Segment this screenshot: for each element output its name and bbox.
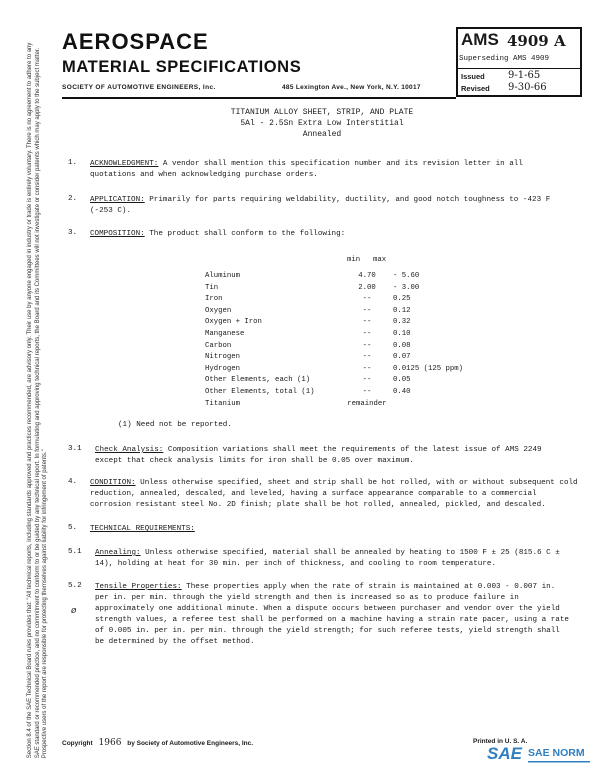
composition-row xyxy=(205,364,473,376)
composition-row xyxy=(205,283,473,295)
section-1-acknowledgment xyxy=(90,159,560,181)
section-5-1-number: 5.1 xyxy=(68,548,82,556)
min-value: -- xyxy=(362,306,372,315)
header-rule xyxy=(62,97,456,99)
min-value: -- xyxy=(362,341,372,350)
min-value: -- xyxy=(362,295,372,304)
header-aerospace: AEROSPACE xyxy=(62,29,209,54)
section-3-text: The product shall conform to the following: xyxy=(149,230,346,238)
sae-norm-logo xyxy=(487,740,592,770)
element-name: Nitrogen xyxy=(205,353,241,362)
min-value: -- xyxy=(362,364,372,373)
max-value: 0.08 xyxy=(393,341,411,350)
max-value: 0.0125 (125 ppm) xyxy=(393,364,464,373)
min-value: -- xyxy=(362,387,372,396)
element-name: Oxygen + Iron xyxy=(205,318,262,327)
section-4-text: Unless otherwise specified, sheet and strip shall be hot rolled, with or without subsequent cold reduction, annealed, descaled, and leveled, having a surface appearance comparable to a commercial corrosion resistant steel No. 2D finish; plate shall be hot rolled, annealed, pickled, and descaled. xyxy=(90,479,578,509)
composition-row xyxy=(205,329,473,341)
max-value: 0.10 xyxy=(393,329,411,338)
revised-label: Revised xyxy=(461,84,490,93)
composition-row xyxy=(205,387,473,399)
copyright-notice xyxy=(62,738,253,748)
section-5-2-text: These properties apply when the rate of strain is maintained at 0.003 - 0.007 in. per in. per min. through the yield strength and then is increased so as to produce failure in approximately one additional minute. When a dispute occurs between purchaser and vendor over the yield strength values, a referee test shall be performed on a machine having a strain rate pacer, using a rate of 0.005 in. per in. per min. through the yield strength; for such referee tests, yield strength shall be determined by the offset method. xyxy=(95,583,569,646)
composition-row xyxy=(205,352,473,364)
min-value: 4.70 xyxy=(358,272,376,280)
patent-disclaimer-note: Section 8.4 of the SAE Technical Board rules provides that: "All technical reports, including standards approved and practices recommended, are advisory only. Their use by anyone engaged in industry or trade is entirely voluntary. There is no agreement to adhere to any SAE standard or recommended practice, and no commitment to conform to or be guided by any technical report. In formulating and approving technical reports, the Board and its Committees will not investigate or consider patents which may apply to the subject matter. Prospective users of the report are responsible for protecting themselves against liability for infringement of patents." xyxy=(26,42,48,759)
section-5-1-heading: Annealing: xyxy=(95,549,141,557)
composition-row xyxy=(205,271,473,283)
section-5-2-tensile-properties xyxy=(95,582,571,648)
printed-in-usa: Printed in U. S. A. xyxy=(473,738,528,745)
copyright-label: Copyright xyxy=(62,740,93,747)
section-4-heading: CONDITION: xyxy=(90,479,136,487)
column-min-header: min xyxy=(347,256,361,264)
max-value: 0.32 xyxy=(393,318,411,327)
composition-table xyxy=(205,271,473,410)
section-3-1-check-analysis xyxy=(95,445,565,467)
title-line-1: TITANIUM ALLOY SHEET, STRIP, AND PLATE xyxy=(230,108,414,117)
min-value: -- xyxy=(362,353,372,362)
issued-label: Issued xyxy=(461,72,485,81)
element-name: Oxygen xyxy=(205,306,232,315)
composition-row xyxy=(205,306,473,318)
section-5-number: 5. xyxy=(68,524,78,532)
element-name: Manganese xyxy=(205,329,245,338)
section-3-1-text: Composition variations shall meet the requirements of the latest issue of AMS 2249 except that check analysis limits for iron shall be 0.05 over maximum. xyxy=(95,446,542,465)
sae-norm-text: SAE NORM xyxy=(528,747,585,759)
composition-row xyxy=(205,399,473,411)
composition-row xyxy=(205,341,473,353)
copyright-owner: by Society of Automotive Engineers, Inc. xyxy=(127,740,254,747)
composition-footnote: (1) Need not be reported. xyxy=(118,421,232,429)
superseding-note: Superseding AMS 4909 xyxy=(459,55,550,63)
header-material-specifications: MATERIAL SPECIFICATIONS xyxy=(62,58,302,76)
title-line-2: 5Al - 2.5Sn Extra Low Interstitial xyxy=(240,119,404,128)
min-value: 2.00 xyxy=(358,283,376,292)
composition-row xyxy=(205,375,473,387)
element-name: Hydrogen xyxy=(205,364,241,373)
composition-row xyxy=(205,317,473,329)
min-value: -- xyxy=(362,329,372,338)
max-value: 0.07 xyxy=(393,353,411,362)
section-3-composition xyxy=(90,229,570,240)
min-value: -- xyxy=(362,376,372,385)
max-value: - 5.60 xyxy=(393,272,420,280)
section-5-1-text: Unless otherwise specified, material shall be annealed by heating to 1500 F ± 25 (815.6 C ± 14), holding at heat for 30 min. per inch of thickness, and cooling to room temperature. xyxy=(95,549,560,568)
section-2-heading: APPLICATION: xyxy=(90,196,145,204)
section-4-number: 4. xyxy=(68,478,78,486)
element-name: Iron xyxy=(205,295,223,304)
ams-label: AMS xyxy=(461,30,499,49)
issued-date: 9-1-65 xyxy=(508,70,541,81)
max-value: 0.40 xyxy=(393,387,411,396)
min-value: -- xyxy=(362,318,372,327)
section-2-text: Primarily for parts requiring weldability, ductility, and good notch toughness to -423 F (-253 C). xyxy=(90,196,551,215)
title-line-3: Annealed xyxy=(302,130,342,139)
section-5-1-annealing xyxy=(95,548,565,570)
element-name: Aluminum xyxy=(205,272,241,280)
section-1-text: A vendor shall mention this specification number and its revision letter in all quotations and when acknowledging purchase orders. xyxy=(90,160,523,179)
section-5-2-heading: Tensile Properties: xyxy=(95,583,182,591)
sae-logo-mark: SAE xyxy=(487,744,522,763)
column-max-header: max xyxy=(373,256,387,264)
max-value xyxy=(393,399,473,411)
composition-row xyxy=(205,294,473,306)
section-4-condition xyxy=(90,478,578,511)
element-name: Carbon xyxy=(205,341,232,350)
copyright-year: 1966 xyxy=(98,738,122,748)
element-name: Tin xyxy=(205,283,219,292)
element-name: Titanium xyxy=(205,399,241,408)
section-3-1-number: 3.1 xyxy=(68,445,82,453)
max-value: 0.12 xyxy=(393,306,411,315)
section-1-number: 1. xyxy=(68,159,78,167)
section-3-heading: COMPOSITION: xyxy=(90,230,145,238)
revised-date: 9-30-66 xyxy=(508,82,547,93)
section-2-application xyxy=(90,195,570,217)
max-value: - 3.00 xyxy=(393,283,420,292)
society-address: 485 Lexington Ave., New York, N.Y. 10017 xyxy=(282,84,421,91)
logo-underline xyxy=(528,761,590,763)
revision-mark: ø xyxy=(71,606,77,616)
section-3-1-heading: Check Analysis: xyxy=(95,446,164,454)
section-5-heading: TECHNICAL REQUIREMENTS: xyxy=(90,525,195,533)
society-name: SOCIETY OF AUTOMOTIVE ENGINEERS, Inc. xyxy=(62,84,216,91)
section-1-heading: ACKNOWLEDGMENT: xyxy=(90,160,159,168)
element-name: Other Elements, each (1) xyxy=(205,376,311,385)
min-value: remainder xyxy=(347,399,387,408)
ams-number: 4909 A xyxy=(507,32,566,50)
max-value: 0.05 xyxy=(393,376,411,385)
spec-box-divider xyxy=(456,68,582,69)
section-2-number: 2. xyxy=(68,195,78,203)
element-name: Other Elements, total (1) xyxy=(205,387,315,396)
section-3-number: 3. xyxy=(68,229,78,237)
max-value: 0.25 xyxy=(393,295,411,304)
section-5-2-number: 5.2 xyxy=(68,582,82,590)
